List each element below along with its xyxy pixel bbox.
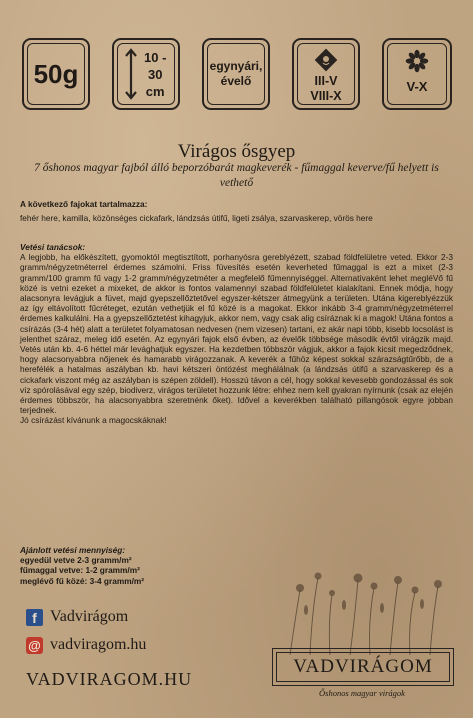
product-title: Virágos ősgyep: [177, 141, 296, 162]
facebook-contact[interactable]: [26, 608, 128, 626]
depth-top: 10 -: [144, 49, 167, 65]
amount-existing-lawn: meglévő fű közé: 3-4 gramm/m²: [20, 575, 145, 586]
lifecycle-line2: évelő: [220, 74, 252, 88]
advice-closing: Jó csírázást kívánunk a magocskáknak!: [20, 415, 167, 426]
weight-value: 50g: [33, 58, 79, 89]
bloom-months: V-X: [406, 79, 428, 94]
website-link[interactable]: VADVIRAGOM.HU: [26, 669, 193, 689]
seed-packet-icon: [314, 48, 338, 72]
species-list: fehér here, kamilla, közönséges cickafark, lándzsás útifű, ligeti zsálya, szarvaskerep, vörös here: [20, 213, 373, 224]
advice-heading: Vetési tanácsok:: [20, 242, 86, 252]
depth-mid: 30: [147, 66, 163, 82]
bloom-time-box: [382, 38, 452, 110]
lifecycle-box: [202, 38, 270, 110]
email-text: vadviragom.hu: [50, 636, 147, 653]
facebook-name: Vadvirágom: [50, 608, 129, 625]
sowing-time-box: [292, 38, 360, 110]
species-section: [20, 199, 453, 223]
amount-alone: egyedül vetve 2-3 gramm/m²: [20, 555, 132, 566]
facebook-icon: f: [26, 609, 43, 626]
product-subtitle: 7 őshonos magyar fajból álló beporzóbarát magkeverék - fűmaggal keverve/fű helyett is vethető: [34, 162, 439, 189]
brand-logo: [272, 648, 454, 686]
depth-arrow-icon: [124, 48, 138, 100]
sowing-spring: III-V: [314, 74, 338, 88]
amounts-heading: Ajánlott vetési mennyiség:: [20, 545, 126, 555]
weight-box: [22, 38, 90, 110]
depth-unit: cm: [145, 83, 165, 99]
email-contact[interactable]: [26, 636, 146, 654]
sowing-autumn: VIII-X: [310, 89, 342, 103]
brand-name: VADVIRÁGOM: [293, 656, 433, 677]
species-heading: A következő fajokat tartalmazza:: [20, 199, 148, 209]
wildflower-illustration: [270, 560, 460, 655]
brand-tagline: Őshonos magyar virágok: [319, 688, 405, 698]
flower-icon: [405, 49, 429, 73]
at-icon: @: [26, 637, 43, 654]
sowing-depth-box: [112, 38, 180, 110]
lifecycle-line1: egynyári,: [209, 59, 263, 73]
icon-row: [22, 38, 452, 112]
advice-text: A legjobb, ha előkészített, gyomoktól megtisztított, porhanyósra gereblyézett, szabad földfelületre veted. Ekkor 2-3 gramm/négyzetméterrel érdemes számolni. Friss füvesítés esetén keverheted fűmaggal is ezt a mixet (2-3 gramm/100 gramm fű vagy 1-2 gramm/négyzetméter a megfelelő fűmennyiséggel. Alternatívaként lehet megléVő fű közé is vetni ezeket a mixeket, de akkor is fontos valamennyi szabad földfelületet kialakítani. Ennek módja, hogy alacsonyra levágjuk a füvet, majd gyepszellőztetővel egyszer-kétszer átmegyünk a területen. Utána kigereblyézzük az így eltávolított fűcréteget, ezután vethetjük el fű közé is a magokat. Ekkor inkább 3-4 gramm/négyzetméterrel érdemes kalkulálni. Ha a gyepszellőztetést kihagyjuk, akkor nem, vagy csak alig csíráznak ki a magok! Utána fontos a csírázás (3-4 hét) alatt a területet folyamatosan nedvesen (nem vizesen) tartani, ez akár napi több, kisebb locsolást is jelenthet száraz, meleg idő esetén. Az egynyári fajok első évben, az évelők többsége második évtől virágzik majd. Vetés után kb. 4-6 héttel már levághatjuk egyszer. Ha kezdetben többször vágjuk, akkor a fajok kicsit megedződnek, hogy alacsonyabbra nőjenek és hamarabb virágozzanak. A keverék a fűhöz képest sokkal szárazságtűrőbb, de a herefélék a hatalmas aszályban kb. havi kétszeri öntözést meghálálnak (a lándzsás útifű a szarvaskerep és a cickafark viszont még az aszályban is szépen zöldell). Hosszú távon a cél, hogy sokkal kevesebb gondozással és sok víz spórolásával egy szép, biodiverz, virágos területet hozzunk létre: ehhez nem kell gyakran nyírnunk (csak az elején érdemes többször, ha alacsonyabbra szeretnénk őket). Idővel a keverékben található pillangósok egyre jobban terjednek.: [20, 252, 453, 416]
amount-with-grass: fűmaggal vetve: 1-2 gramm/m²: [20, 565, 140, 576]
advice-section: [20, 242, 453, 426]
